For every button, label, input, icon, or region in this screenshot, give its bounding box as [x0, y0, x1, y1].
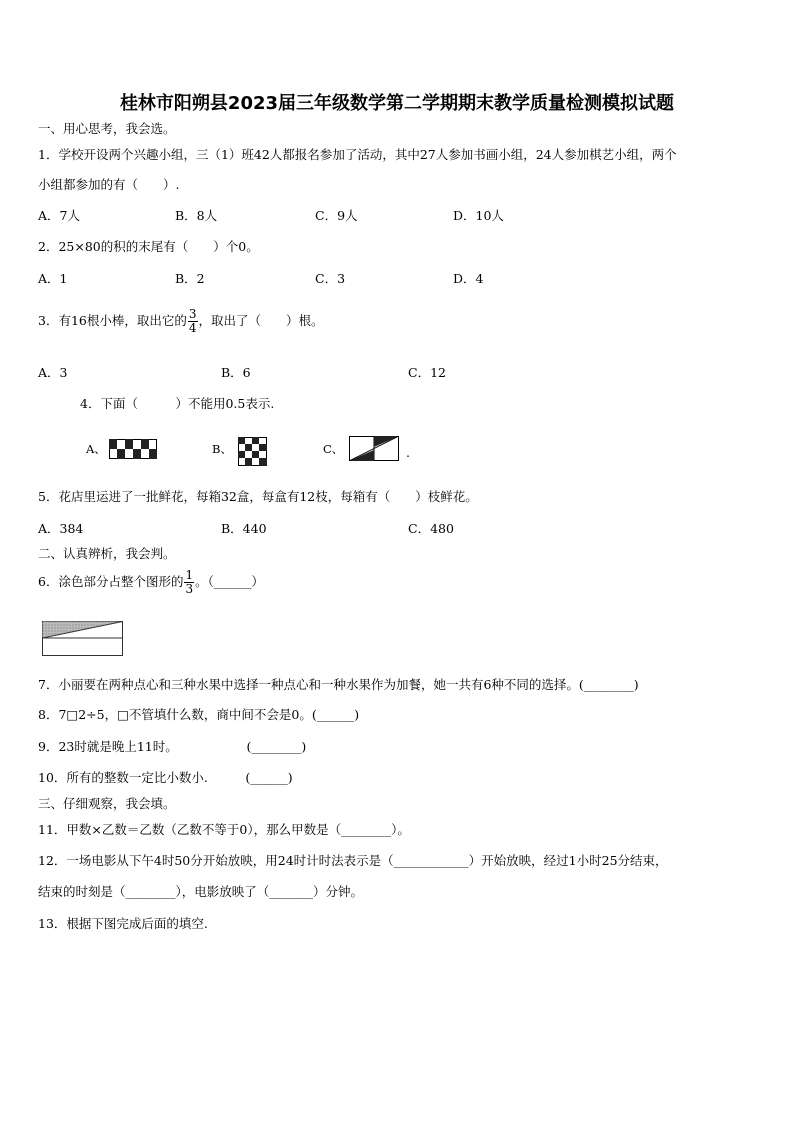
- q2-option-a: A．1: [38, 271, 68, 286]
- question-12-line-2: 结束的时刻是（________），电影放映了（_______）分钟。: [38, 884, 364, 899]
- q1-option-b: B．8人: [175, 208, 218, 223]
- q4-end-period: .: [406, 445, 410, 460]
- q4-option-a-grid: [109, 439, 157, 459]
- q3-text-after: ，取出了（ ）根。: [198, 313, 324, 328]
- q3-text-before: 3．有16根小棒，取出它的: [38, 313, 187, 328]
- q1-option-a: A．7人: [38, 208, 80, 223]
- q2-option-c: C．3: [315, 271, 346, 286]
- question-1-line-1: 1．学校开设两个兴趣小组，三（1）班42人都报名参加了活动，其中27人参加书画小组，24人参加棋艺小组，两个: [38, 147, 677, 162]
- section-heading-2: 二、认真辨析，我会判。: [38, 546, 176, 561]
- q4-option-c-rectangle: [349, 436, 399, 461]
- question-13: 13．根据下图完成后面的填空.: [38, 916, 208, 931]
- question-5: 5．花店里运进了一批鲜花，每箱32盒，每盒有12枝，每箱有（ ）枝鲜花。: [38, 489, 478, 504]
- frac-numerator: 3: [188, 307, 197, 321]
- fraction-three-quarters: [188, 308, 198, 335]
- section-heading-1: 一、用心思考，我会选。: [38, 121, 176, 136]
- frac-denominator: 4: [188, 321, 197, 335]
- question-9: 9．23时就是晚上11时。 (________): [38, 739, 307, 754]
- q6-figure: [42, 621, 124, 657]
- question-7: 7．小丽要在两种点心和三种水果中选择一种点心和一种水果作为加餐，她一共有6种不同的选择。(________): [38, 677, 639, 692]
- q4-option-b-label: B、: [212, 442, 232, 456]
- q3-option-c: C．12: [408, 365, 446, 380]
- frac-denominator: 3: [185, 582, 194, 596]
- question-4: 4．下面（ ）不能用0.5表示.: [80, 396, 275, 411]
- q1-option-d: D．10人: [453, 208, 504, 223]
- question-12-line-1: 12．一场电影从下午4时50分开始放映，用24时计时法表示是（____________）开始放映，经过1小时25分结束，: [38, 853, 668, 868]
- q4-option-a-label: A、: [86, 442, 106, 456]
- q5-option-c: C．480: [408, 521, 454, 536]
- q4-option-b-grid: [238, 437, 267, 466]
- q2-option-b: B．2: [175, 271, 205, 286]
- q6-text-before: 6．涂色部分占整个图形的: [38, 574, 184, 589]
- q6-text-after: 。（______）: [195, 574, 264, 589]
- section-heading-3: 三、仔细观察，我会填。: [38, 796, 176, 811]
- q5-option-b: B．440: [221, 521, 267, 536]
- q5-option-a: A．384: [38, 521, 84, 536]
- q3-option-b: B．6: [221, 365, 251, 380]
- frac-numerator: 1: [185, 568, 194, 582]
- question-1-line-2: 小组都参加的有（ ）.: [38, 177, 180, 192]
- question-6: [38, 569, 264, 596]
- page-title: 桂林市阳朔县2023届三年级数学第二学期期末教学质量检测模拟试题: [119, 93, 675, 114]
- question-8: 8．7□2÷5，□不管填什么数，商中间不会是0。(______): [38, 707, 360, 722]
- q1-option-c: C．9人: [315, 208, 358, 223]
- q3-option-a: A．3: [38, 365, 68, 380]
- question-3: [38, 308, 324, 335]
- question-2: 2．25×80的积的末尾有（ ）个0。: [38, 239, 259, 254]
- fraction-one-third: [184, 569, 194, 596]
- q4-option-c-label: C、: [323, 442, 344, 456]
- q2-option-d: D．4: [453, 271, 484, 286]
- question-11: 11．甲数×乙数＝乙数（乙数不等于0），那么甲数是（________）。: [38, 822, 410, 837]
- question-10: 10．所有的整数一定比小数小. (______): [38, 770, 293, 785]
